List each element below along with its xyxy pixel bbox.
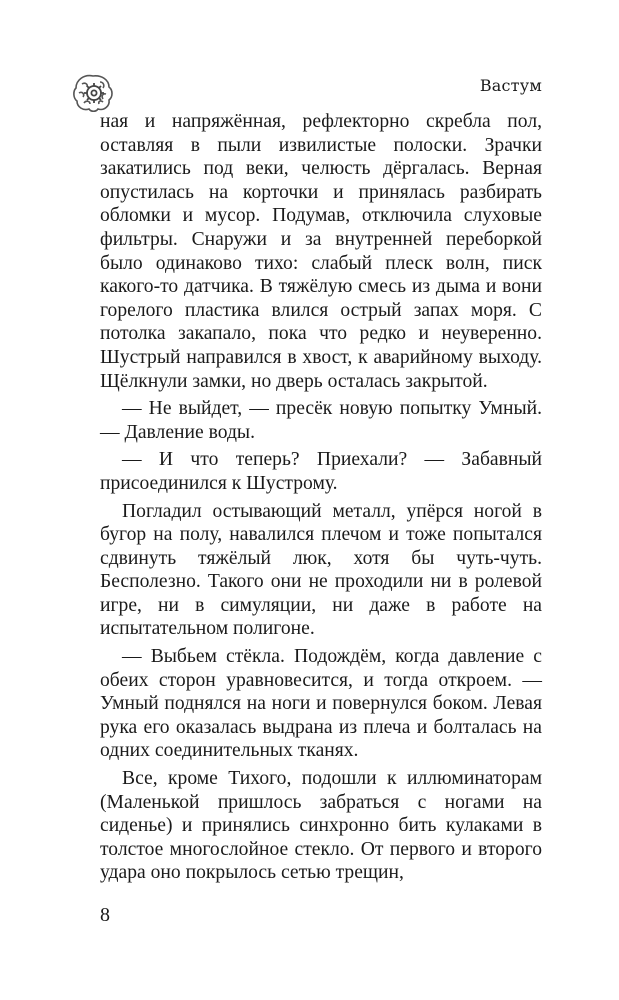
paragraph: Погладил остывающий металл, упёрся ногой в бугор на полу, навалился плечом и тоже попытался сдвинуть тяжёлый люк, хотя бы чуть-чуть. Бесполезно. Такого они не проходили ни в ролевой игре, ни в симуляции, ни даже в работе на испытательном полигоне. [100, 500, 542, 640]
paragraph: Все, кроме Тихого, подошли к иллюминаторам (Маленькой пришлось забраться с ногами на сиденье) и принялись синхронно бить кулаками в толстое многослойное стекло. От первого и второго удара оно покрылось сетью трещин, [100, 768, 542, 884]
page-number: 8 [100, 904, 110, 926]
paragraph: ная и напряжённая, рефлекторно скребла пол, оставляя в пыли извилистые полоски. Зрачки закатились под веки, челюсть дёргалась. Верная опустилась на корточки и принялась разбирать обломки и мусор. Подумав, отключила слуховые фильтры. Снаружи и за внутренней переборкой было одинаково тихо: слабый плеск волн, писк какого-то датчика. В тяжёлую смесь из дыма и вони горелого пластика влился острый запах моря. С потолка закапало, пока что редко и неуверенно. Шустрый направился в хвост, к аварийному выходу. Щёлкнули замки, но дверь осталась закрытой. [100, 111, 542, 392]
running-title: Вастум [479, 76, 542, 95]
paragraph: — И что теперь? Приехали? — Забавный присоединился к Шустрому. [100, 449, 542, 494]
paragraph: — Не выйдет, — пресёк новую попытку Умный. — Давление воды. [100, 398, 542, 443]
paragraph: — Выбьем стёкла. Подождём, когда давление с обеих сторон уравновесится, и тогда откроем. — Умный поднялся на ноги и повернулся боком. Левая рука его оказалась выдрана из плеча и болталась на одних соединительных тканях. [100, 646, 542, 762]
body-text [100, 110, 542, 885]
